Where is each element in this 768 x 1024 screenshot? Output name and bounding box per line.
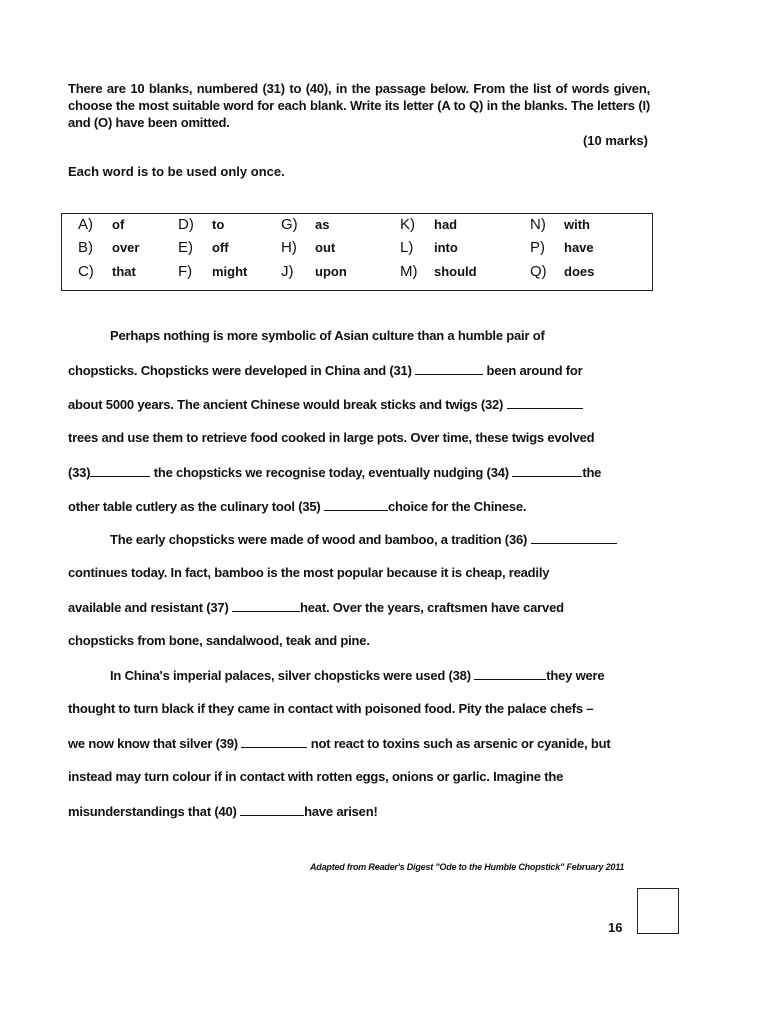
word-option-h: H) out	[281, 239, 336, 256]
passage-line: (33) the chopsticks we recognise today, eventually nudging (34) the	[68, 465, 602, 480]
word-option-m: M) should	[400, 263, 477, 280]
instructions: There are 10 blanks, numbered (31) to (40), in the passage below. From the list of words given, choose the most suitable word for each blank. Write its letter (A to Q) in the blanks. The letters (I) and (O) have been omitted.	[68, 81, 650, 130]
passage-line: Perhaps nothing is more symbolic of Asian culture than a humble pair of	[110, 328, 545, 343]
passage-line: misunderstandings that (40) have arisen!	[68, 804, 378, 819]
blank-31[interactable]	[415, 362, 483, 375]
blank-40[interactable]	[240, 803, 304, 816]
blank-37[interactable]	[232, 599, 300, 612]
passage-line: available and resistant (37) heat. Over the years, craftsmen have carved	[68, 600, 564, 615]
word-option-l: L) into	[400, 239, 458, 256]
word-option-p: P) have	[530, 239, 594, 256]
source-citation: Adapted from Reader's Digest "Ode to the Humble Chopstick" February 2011	[310, 862, 625, 872]
blank-33[interactable]	[90, 464, 150, 477]
score-box[interactable]	[637, 888, 679, 934]
word-option-f: F) might	[178, 263, 248, 280]
passage-line: trees and use them to retrieve food cooked in large pots. Over time, these twigs evolved	[68, 430, 595, 445]
word-option-g: G) as	[281, 216, 330, 233]
blank-35[interactable]	[324, 498, 388, 511]
page-number: 16	[608, 920, 623, 935]
passage-line: about 5000 years. The ancient Chinese would break sticks and twigs (32)	[68, 396, 583, 412]
blank-34[interactable]	[512, 464, 582, 477]
word-option-b: B) over	[78, 239, 140, 256]
blank-36[interactable]	[531, 531, 617, 544]
word-option-q: Q) does	[530, 263, 595, 280]
passage-line: chopsticks from bone, sandalwood, teak and pine.	[68, 633, 370, 648]
word-option-k: K) had	[400, 216, 458, 233]
passage-line: chopsticks. Chopsticks were developed in China and (31) been around for	[68, 363, 583, 378]
usage-note: Each word is to be used only once.	[68, 164, 285, 179]
passage-line: other table cutlery as the culinary tool (35) choice for the Chinese.	[68, 499, 527, 514]
blank-32[interactable]	[507, 396, 583, 409]
passage-line: The early chopsticks were made of wood and bamboo, a tradition (36)	[110, 531, 617, 547]
passage-line: we now know that silver (39) not react to toxins such as arsenic or cyanide, but	[68, 736, 611, 751]
word-option-d: D) to	[178, 216, 225, 233]
passage-line: continues today. In fact, bamboo is the most popular because it is cheap, readily	[68, 565, 550, 580]
word-option-e: E) off	[178, 239, 229, 256]
marks-label: (10 marks)	[582, 133, 648, 148]
word-option-a: A) of	[78, 216, 125, 233]
passage-line: thought to turn black if they came in contact with poisoned food. Pity the palace chefs –	[68, 701, 594, 716]
passage-line: instead may turn colour if in contact with rotten eggs, onions or garlic. Imagine the	[68, 769, 564, 784]
word-option-n: N) with	[530, 216, 590, 233]
passage-line: In China's imperial palaces, silver chopsticks were used (38) they were	[110, 668, 605, 683]
word-list-box	[61, 213, 653, 291]
word-option-c: C) that	[78, 263, 136, 280]
blank-39[interactable]	[241, 735, 307, 748]
blank-38[interactable]	[474, 667, 546, 680]
word-option-j: J) upon	[281, 263, 347, 280]
